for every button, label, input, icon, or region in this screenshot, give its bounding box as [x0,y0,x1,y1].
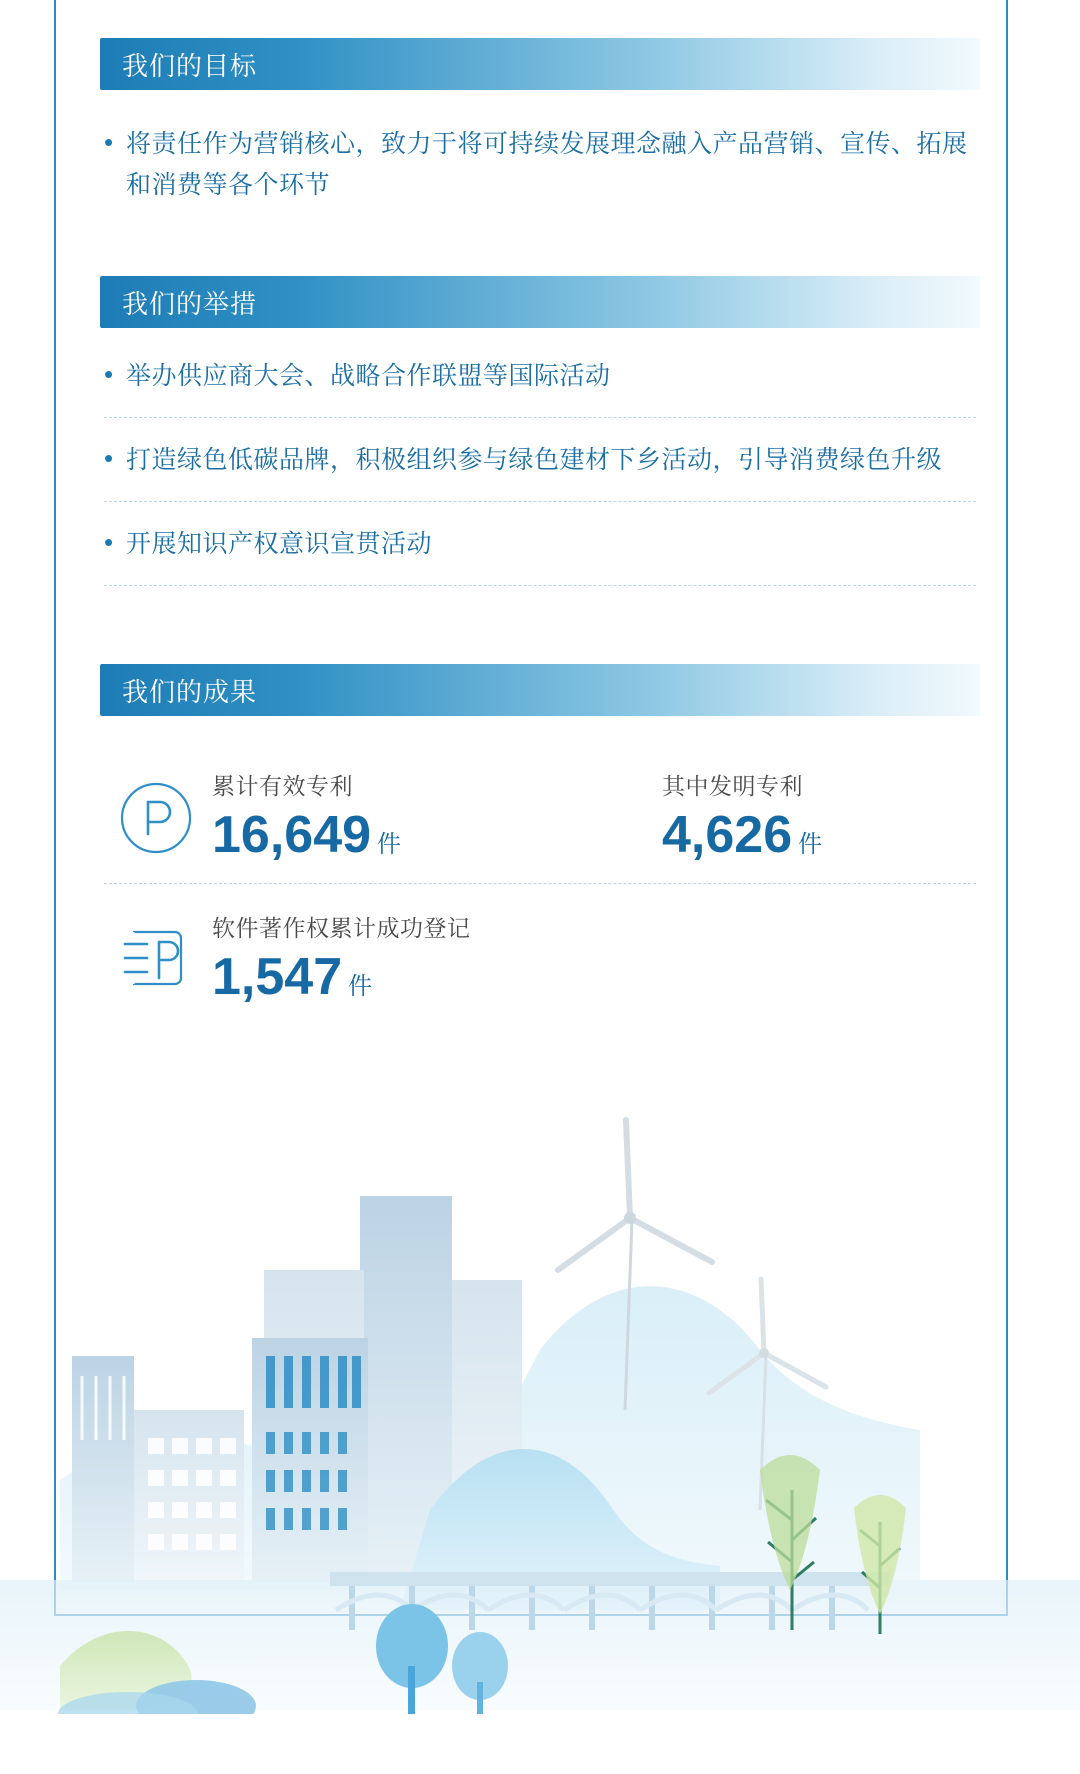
bullet-icon: • [104,127,114,157]
stat-unit: 件 [798,831,823,858]
stat-item [662,768,822,865]
stat-row [100,742,980,883]
results-stats [100,742,980,1025]
list-item-text: 将责任作为营销核心，致力于将可持续发展理念融入产品营销、宣传、拓展和消费等各个环节 [126,130,968,199]
section-header-measures [100,276,980,328]
measures-list [100,334,980,586]
stat-row [100,884,980,1025]
city-illustration [0,1110,1080,1774]
stat-item [212,910,662,1007]
stat-value: 4,626 [662,806,793,864]
stat-value: 1,547 [212,948,343,1006]
goals-list [100,98,980,216]
bullet-icon: • [104,527,114,557]
stat-unit: 件 [377,831,402,858]
bullet-icon: • [104,443,114,473]
list-item-text: 开展知识产权意识宣贯活动 [126,530,433,558]
list-item [100,418,980,501]
section-title-results: 我们的成果 [122,676,258,707]
bullet-icon: • [104,359,114,389]
section-title-measures: 我们的举措 [122,288,258,319]
stat-label: 其中发明专利 [662,773,803,799]
list-item [100,502,980,585]
list-item-text: 举办供应商大会、战略合作联盟等国际活动 [126,362,611,390]
section-header-results [100,664,980,716]
stat-label: 累计有效专利 [212,773,353,799]
stat-unit: 件 [348,973,373,1000]
list-item [100,334,980,417]
stat-value: 16,649 [212,806,372,864]
stat-label: 软件著作权累计成功登记 [212,915,471,941]
stat-item [212,768,662,865]
list-item-text: 打造绿色低碳品牌，积极组织参与绿色建材下乡活动，引导消费绿色升级 [126,446,943,474]
patent-icon [100,768,212,858]
software-copyright-icon [100,910,212,998]
list-item [100,98,980,216]
page-content [100,0,980,1025]
section-header-goals [100,38,980,90]
section-title-goals: 我们的目标 [122,50,258,81]
